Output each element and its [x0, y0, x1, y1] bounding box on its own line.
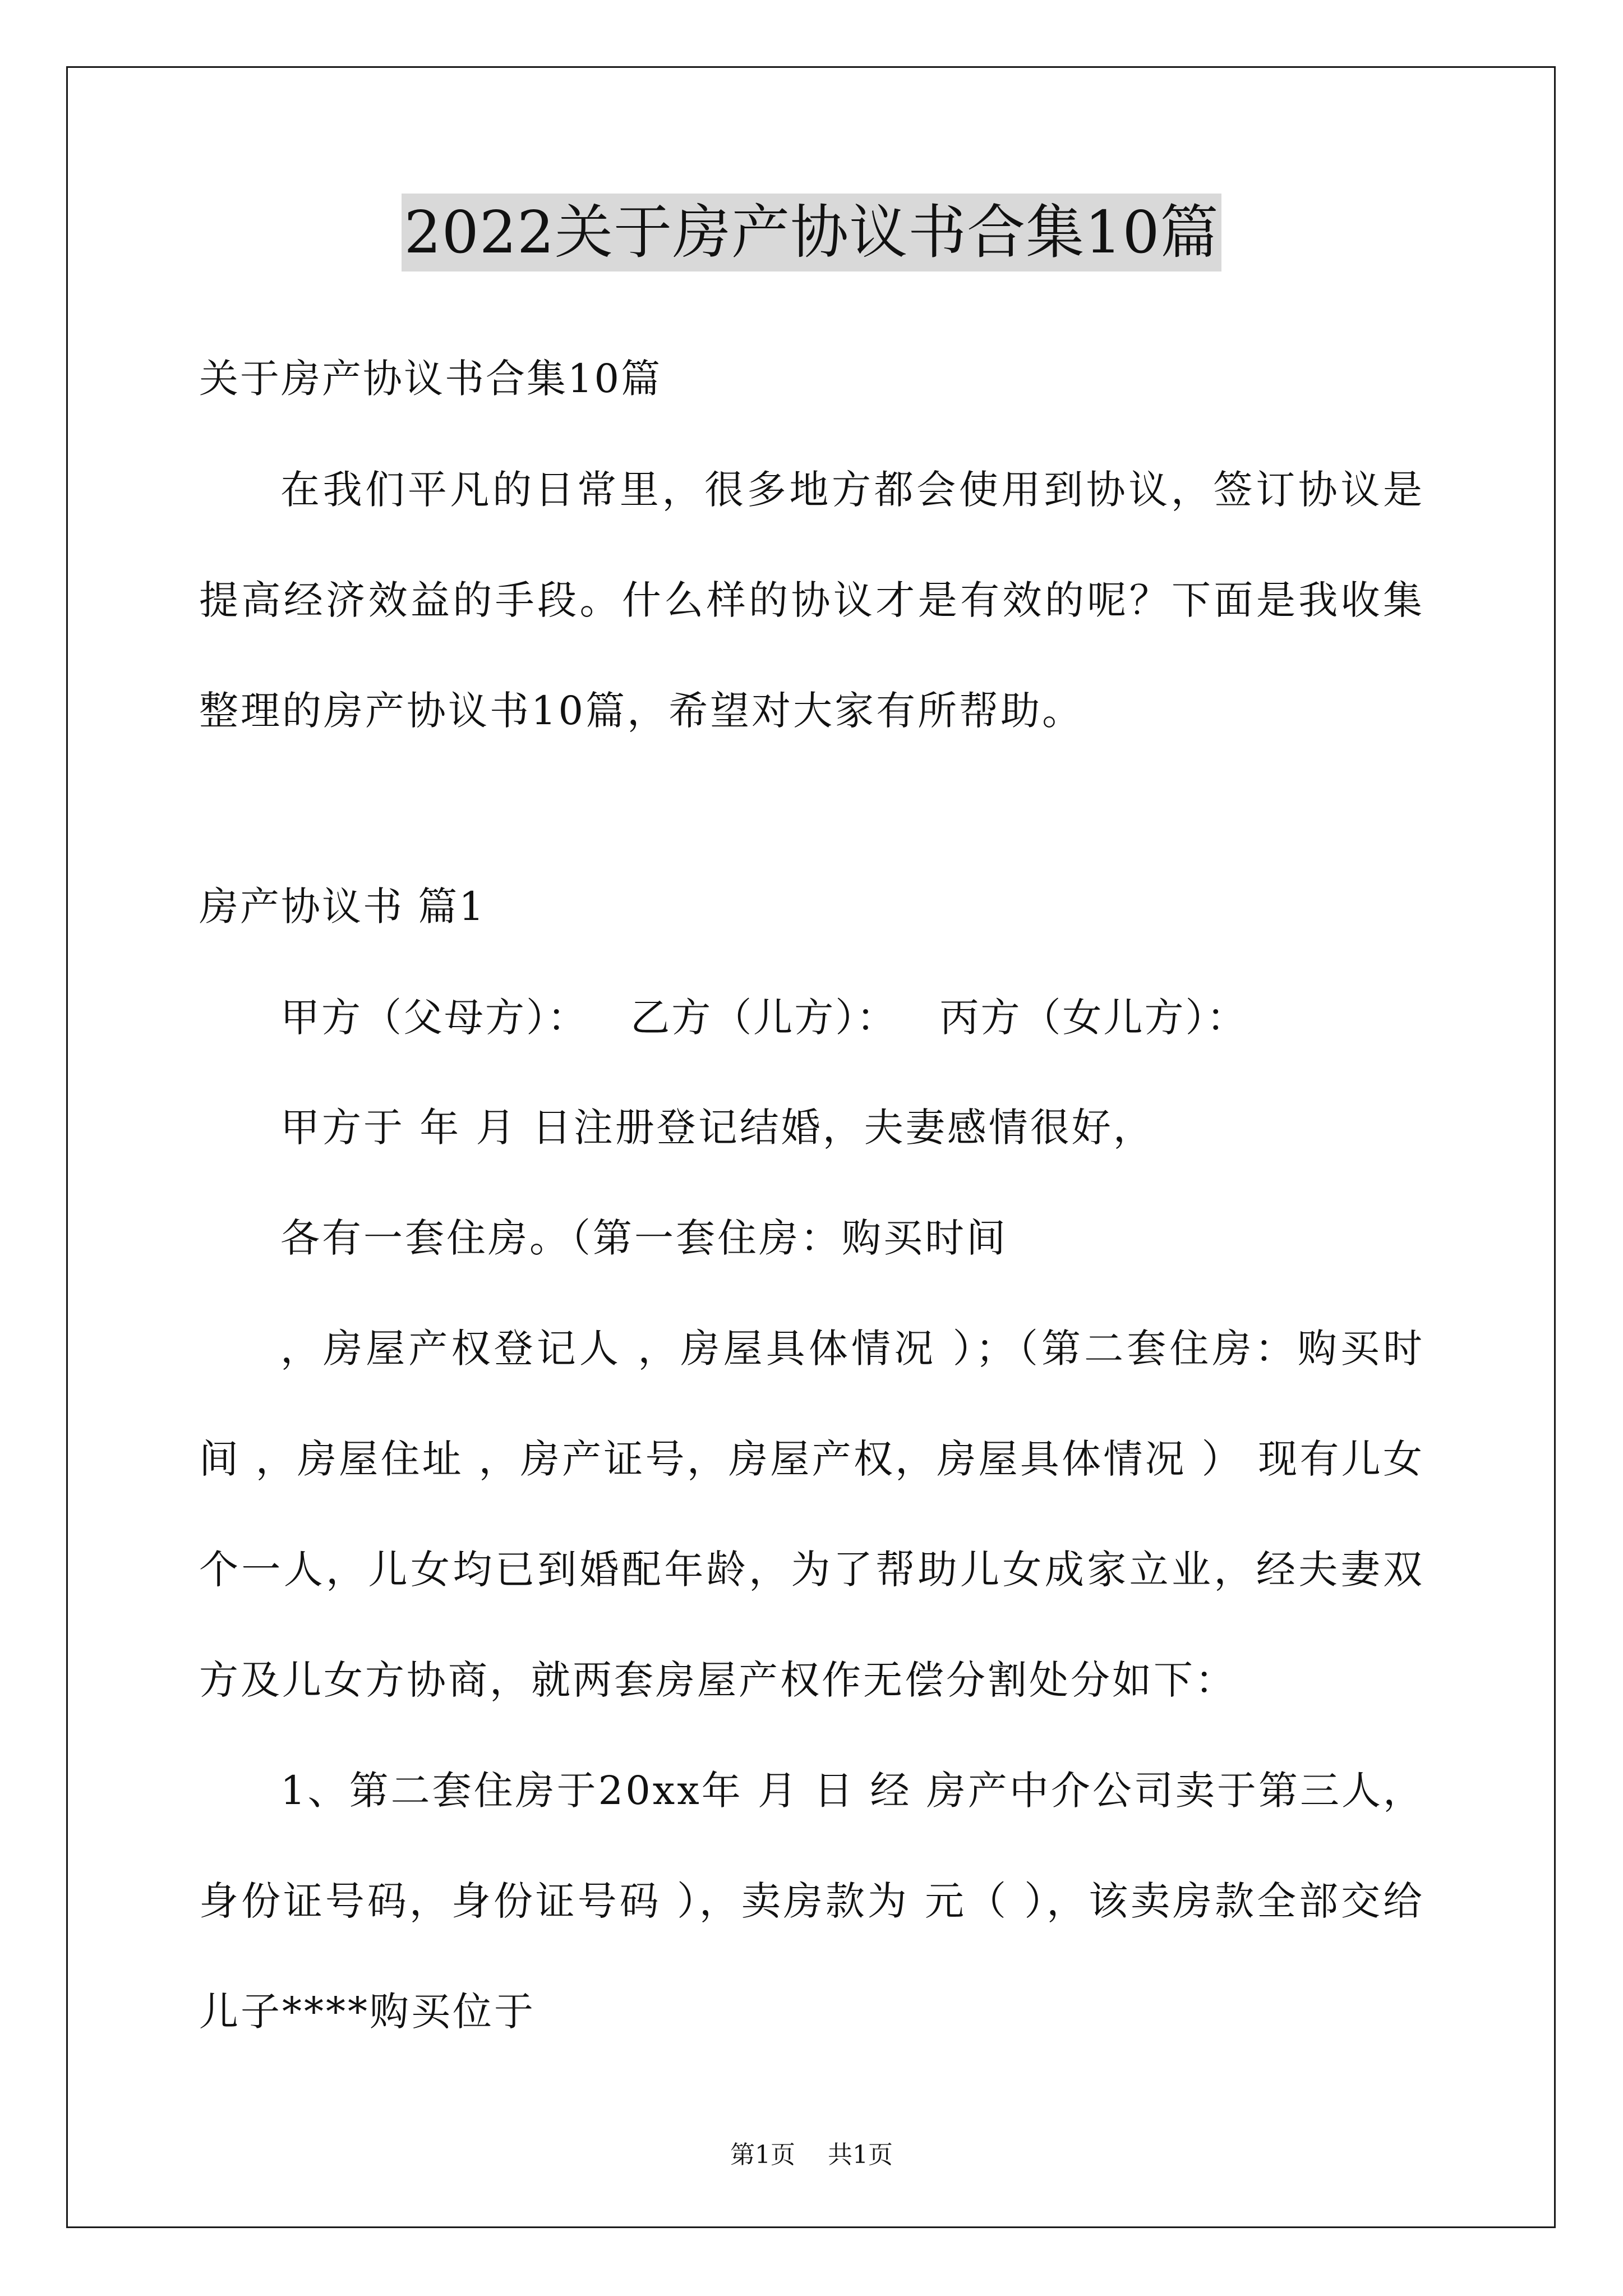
party-c: 丙方（女儿方）：: [939, 995, 1248, 1041]
party-b: 乙方（儿方）：: [630, 995, 898, 1041]
parties-line: [199, 963, 1424, 1073]
page-number: 第1页: [730, 2141, 795, 2169]
subtitle: 关于房产协议书合集10篇: [199, 356, 662, 402]
party-a: 甲方（父母方）：: [280, 995, 588, 1041]
intro-paragraph: 在我们平凡的日常里，很多地方都会使用到协议，签订协议是提高经济效益的手段。什么样的协议才是有效的呢？下面是我收集整理的房产协议书10篇，希望对大家有所帮助。: [199, 467, 1424, 734]
spacer: [199, 766, 1424, 850]
section-heading: 房产协议书 篇1: [199, 884, 486, 930]
title-container: [0, 194, 1623, 272]
paragraph-item-1: 1、第二套住房于20xx年 月 日 经 房产中介公司卖于第三人，身份证号码，身份证号码 ），卖房款为 元（ ），该卖房款全部交给儿子****购买位于: [199, 1768, 1424, 2035]
document-body: [199, 323, 1424, 2067]
paragraph-second-house: ，房屋产权登记人 ，房屋具体情况 ）；（第二套住房：购买时间 ，房屋住址 ，房产证号，房屋产权，房屋具体情况 ） 现有儿女个一人，儿女均已到婚配年龄，为了帮助儿女成家立业，经夫妻双方及儿女方协商，就两套房屋产权作无偿分割处分如下：: [199, 1326, 1424, 1703]
document-title: 2022关于房产协议书合集10篇: [402, 194, 1221, 272]
page-total: 共1页: [828, 2141, 893, 2169]
paragraph-houses: 各有一套住房。（第一套住房：购买时间: [280, 1215, 1008, 1261]
paragraph-marriage: 甲方于 年 月 日注册登记结婚，夫妻感情很好，: [280, 1105, 1155, 1151]
page-footer: [0, 2134, 1623, 2170]
